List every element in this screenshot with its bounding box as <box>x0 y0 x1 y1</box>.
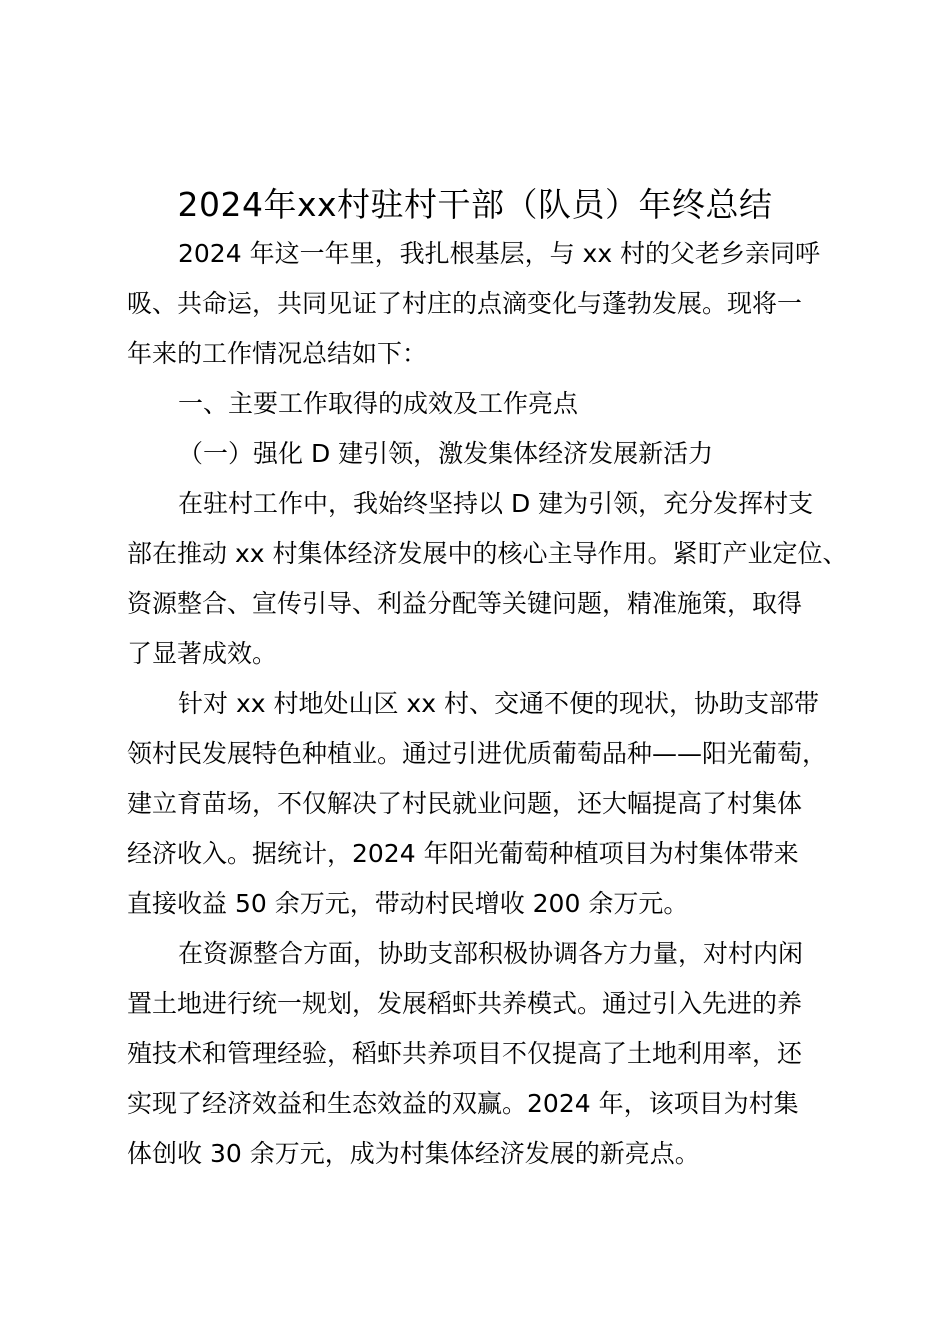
paragraph-grape-line-2: 领村民发展特色种植业。通过引进优质葡萄品种——阳光葡萄， <box>127 739 828 768</box>
paragraph-shrimp-line-2: 置土地进行统一规划，发展稻虾共养模式。通过引入先进的养 <box>127 989 803 1018</box>
document-title: 2024年xx村驻村干部（队员）年终总结 <box>177 185 773 224</box>
paragraph-grape-line-5: 直接收益 50 余万元，带动村民增收 200 余万元。 <box>127 889 689 918</box>
paragraph-intro-line-2: 吸、共命运，共同见证了村庄的点滴变化与蓬勃发展。现将一 <box>127 289 803 318</box>
paragraph-grape-line-1: 针对 xx 村地处山区 xx 村、交通不便的现状，协助支部带 <box>178 689 819 718</box>
paragraph-shrimp-line-1: 在资源整合方面，协助支部积极协调各方力量，对村内闲 <box>178 939 804 968</box>
paragraph-shrimp-line-4: 实现了经济效益和生态效益的双赢。2024 年，该项目为村集 <box>127 1089 799 1118</box>
paragraph-party-line-2: 部在推动 xx 村集体经济发展中的核心主导作用。紧盯产业定位、 <box>127 539 848 568</box>
paragraph-shrimp-line-5: 体创收 30 余万元，成为村集体经济发展的新亮点。 <box>127 1139 700 1168</box>
paragraph-grape-line-3: 建立育苗场，不仅解决了村民就业问题，还大幅提高了村集体 <box>127 789 803 818</box>
paragraph-grape-line-4: 经济收入。据统计，2024 年阳光葡萄种植项目为村集体带来 <box>127 839 799 868</box>
paragraph-party-line-4: 了显著成效。 <box>127 639 278 668</box>
paragraph-intro-line-3: 年来的工作情况总结如下： <box>127 339 428 368</box>
paragraph-party-line-1: 在驻村工作中，我始终坚持以 D 建为引领，充分发挥村支 <box>178 489 814 518</box>
section-heading-1: 一、主要工作取得的成效及工作亮点 <box>178 389 579 418</box>
subsection-heading-1: （一）强化 D 建引领，激发集体经济发展新活力 <box>178 439 714 468</box>
paragraph-shrimp-line-3: 殖技术和管理经验，稻虾共养项目不仅提高了土地利用率，还 <box>127 1039 803 1068</box>
paragraph-party-line-3: 资源整合、宣传引导、利益分配等关键问题，精准施策，取得 <box>127 589 803 618</box>
paragraph-intro-line-1: 2024 年这一年里，我扎根基层，与 xx 村的父老乡亲同呼 <box>178 239 821 268</box>
